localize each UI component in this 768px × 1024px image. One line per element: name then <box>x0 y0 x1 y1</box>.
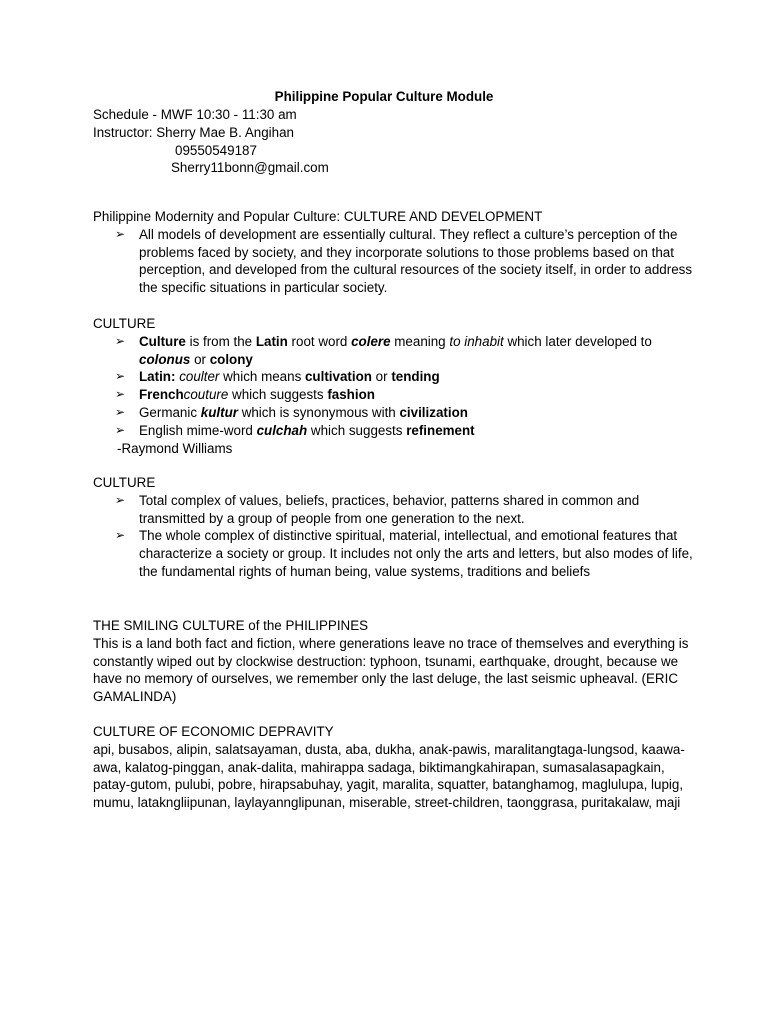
section-heading: CULTURE <box>93 475 156 490</box>
arrow-bullet-icon: ➢ <box>115 422 126 437</box>
email-address: Sherry11bonn@gmail.com <box>171 160 329 176</box>
list-item <box>93 492 693 528</box>
text-run: which means <box>219 369 305 385</box>
arrow-bullet-icon: ➢ <box>115 528 126 543</box>
text-run: which later developed to <box>503 333 652 349</box>
term-colere: colere <box>351 333 391 349</box>
text-run: English mime-word <box>139 422 257 438</box>
term-colonus: colonus <box>139 351 191 367</box>
term-coulter: coulter <box>179 369 220 385</box>
term-latin: Latin <box>255 333 288 349</box>
phone-number: 09550549187 <box>175 142 257 158</box>
term-culchah: culchah <box>256 422 308 438</box>
term-fashion: fashion <box>327 387 375 403</box>
list-item-text: The whole complex of distinctive spiritual, material, intellectual, and emotional features that characterize a society or group. It includes not only the arts and letters, but also modes of life, the fundamental rights of human being, value systems, traditions and beliefs <box>139 528 693 579</box>
list-item <box>93 386 693 404</box>
term-french: French <box>139 387 184 403</box>
term-culture: Culture <box>139 333 186 349</box>
term-to-inhabit: to inhabit <box>449 333 504 349</box>
arrow-bullet-icon: ➢ <box>115 333 126 348</box>
text-run: or <box>371 369 392 385</box>
term-couture: couture <box>183 387 229 403</box>
section-culture-definition <box>93 474 693 581</box>
list-item <box>93 404 693 422</box>
document-title: Philippine Popular Culture Module <box>274 89 494 104</box>
text-run: which is synonymous with <box>237 404 400 420</box>
attribution: -Raymond Williams <box>117 440 233 456</box>
section-smiling-culture <box>93 617 693 706</box>
term-refinement: refinement <box>406 422 475 438</box>
list-item <box>93 527 693 580</box>
term-latin-label: Latin: <box>139 369 176 385</box>
schedule-line: Schedule - MWF 10:30 - 11:30 am <box>93 107 297 122</box>
section-heading: THE SMILING CULTURE of the PHILIPPINES <box>93 618 369 633</box>
term-cultivation: cultivation <box>304 369 372 385</box>
arrow-bullet-icon: ➢ <box>115 387 126 402</box>
arrow-bullet-icon: ➢ <box>115 226 126 241</box>
paragraph: api, busabos, alipin, salatsayaman, dusta, aba, dukha, anak-pawis, maralitangtaga-lungsod, kaawa-awa, kalatog-pinggan, anak-dalita, mahirappa sadaga, biktimangkahirapan, sumasalasapagkain, patay-gutom, pulubi, pobre, hirapsabuhay, yagit, maralita, squatter, batanghamog, maglulupa, lupig, mumu, latakngliipunan, laylayannglipunan, miserable, street-children, taonggrasa, puritakalaw, maji <box>93 741 685 811</box>
list-item <box>93 422 693 440</box>
list-item <box>93 226 693 297</box>
section-heading: CULTURE <box>93 316 156 331</box>
section-culture-etymology <box>93 315 693 457</box>
instructor-line: Instructor: Sherry Mae B. Angihan <box>93 124 294 140</box>
list-item-text: Total complex of values, beliefs, practices, behavior, patterns shared in common and transmitted by a group of people from one generation to the next. <box>139 492 640 526</box>
term-colony: colony <box>209 351 253 367</box>
arrow-bullet-icon: ➢ <box>115 492 126 507</box>
term-civilization: civilization <box>399 404 468 420</box>
section-culture-development <box>93 208 693 297</box>
arrow-bullet-icon: ➢ <box>115 404 126 419</box>
paragraph: This is a land both fact and fiction, where generations leave no trace of themselves and everything is constantly wiped out by clockwise destruction: typhoon, tsunami, earthquake, drought, because we have no memory of ourselves, we remember only the last deluge, the last seismic upheaval. (ERIC GAMALINDA) <box>93 635 689 705</box>
text-run: or <box>190 351 210 367</box>
text-run: root word <box>287 333 352 349</box>
list-item-text: All models of development are essentially cultural. They reflect a culture’s perception of the problems faced by society, and they incorporate solutions to those problems based on that perception, and developed from the cultural resources of the society itself, in order to address the specific situations in particular society. <box>139 226 693 296</box>
text-run: which suggests <box>228 387 328 403</box>
term-kultur: kultur <box>200 404 238 420</box>
text-run: is from the <box>185 333 256 349</box>
list-item <box>93 333 693 369</box>
text-run: meaning <box>390 333 450 349</box>
course-info <box>93 106 693 177</box>
text-run: which suggests <box>307 422 407 438</box>
term-tending: tending <box>391 369 440 385</box>
section-heading: Philippine Modernity and Popular Culture: CULTURE AND DEVELOPMENT <box>93 209 543 224</box>
text-run: Germanic <box>139 404 201 420</box>
section-heading: CULTURE OF ECONOMIC DEPRAVITY <box>93 724 334 739</box>
list-item <box>93 368 693 386</box>
section-economic-depravity <box>93 723 693 812</box>
arrow-bullet-icon: ➢ <box>115 369 126 384</box>
